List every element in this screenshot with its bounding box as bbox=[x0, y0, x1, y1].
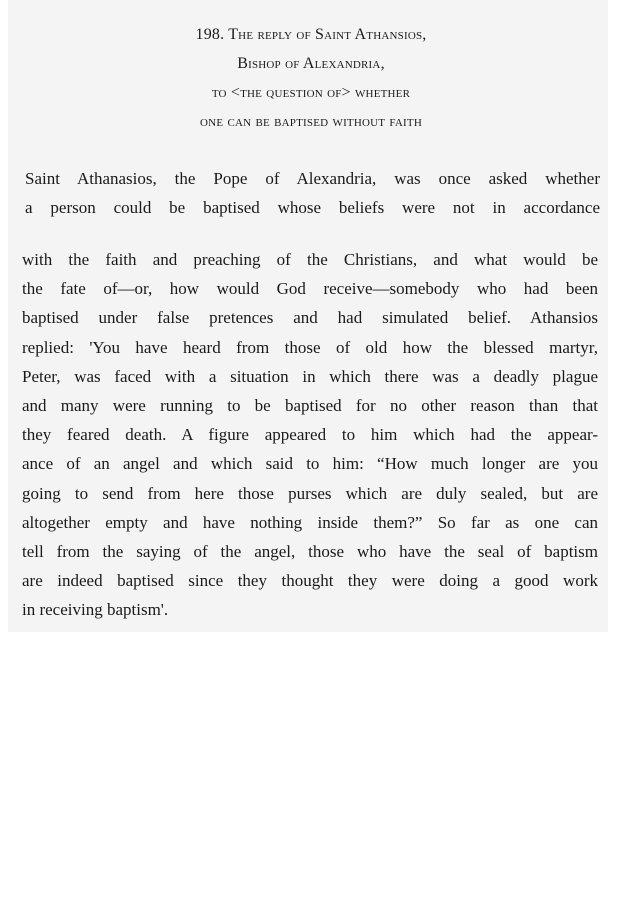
heading-line-1: 198. The reply of Saint Athansios, bbox=[195, 26, 427, 43]
paragraph-2-line-5: Peter, was faced with a situation in which there was a deadly plague bbox=[22, 366, 598, 386]
paragraph-2-line-2: the fate of—or, how would God receive—somebody who had been bbox=[22, 279, 598, 299]
heading-line-2: Bishop of Alexandria, bbox=[237, 55, 385, 72]
paragraph-2 bbox=[22, 245, 598, 625]
paragraph-2-line-7: they feared death. A figure appeared to him which had the appear- bbox=[22, 425, 598, 445]
paragraph-2-line-6: and many were running to be baptised for no other reason than that bbox=[22, 396, 598, 416]
paragraph-1-line-1: Saint Athanasios, the Pope of Alexandria, was once asked whether bbox=[25, 169, 600, 188]
paragraph-1-line-2: a person could be baptised whose beliefs were not in accordance bbox=[25, 198, 600, 217]
heading-line-4: one can be baptised without faith bbox=[200, 113, 422, 130]
paragraph-2-line-9: going to send from here those purses which are duly sealed, but are bbox=[22, 483, 598, 503]
paragraph-2-line-1: with the faith and preaching of the Christians, and what would be bbox=[22, 250, 598, 269]
paragraph-2-line-3: baptised under false pretences and had simulated belief. Athansios bbox=[22, 308, 598, 328]
paragraph-2-line-4: replied: 'You have heard from those of old how the blessed martyr, bbox=[22, 337, 598, 357]
paragraph-2-line-11: tell from the saying of the angel, those who have the seal of baptism bbox=[22, 542, 598, 562]
heading-line-3: to <the question of> whether bbox=[211, 84, 411, 101]
paragraph-1 bbox=[25, 164, 600, 222]
paragraph-2-line-8: ance of an angel and which said to him: “How much longer are you bbox=[22, 454, 598, 474]
paragraph-2-line-10: altogether empty and have nothing inside them?” So far as one can bbox=[22, 512, 598, 532]
paragraph-2-line-12: are indeed baptised since they thought they were doing a good work bbox=[22, 571, 598, 591]
paragraph-2-line-13: in receiving baptism'. bbox=[22, 600, 169, 620]
chapter-heading bbox=[0, 20, 622, 136]
